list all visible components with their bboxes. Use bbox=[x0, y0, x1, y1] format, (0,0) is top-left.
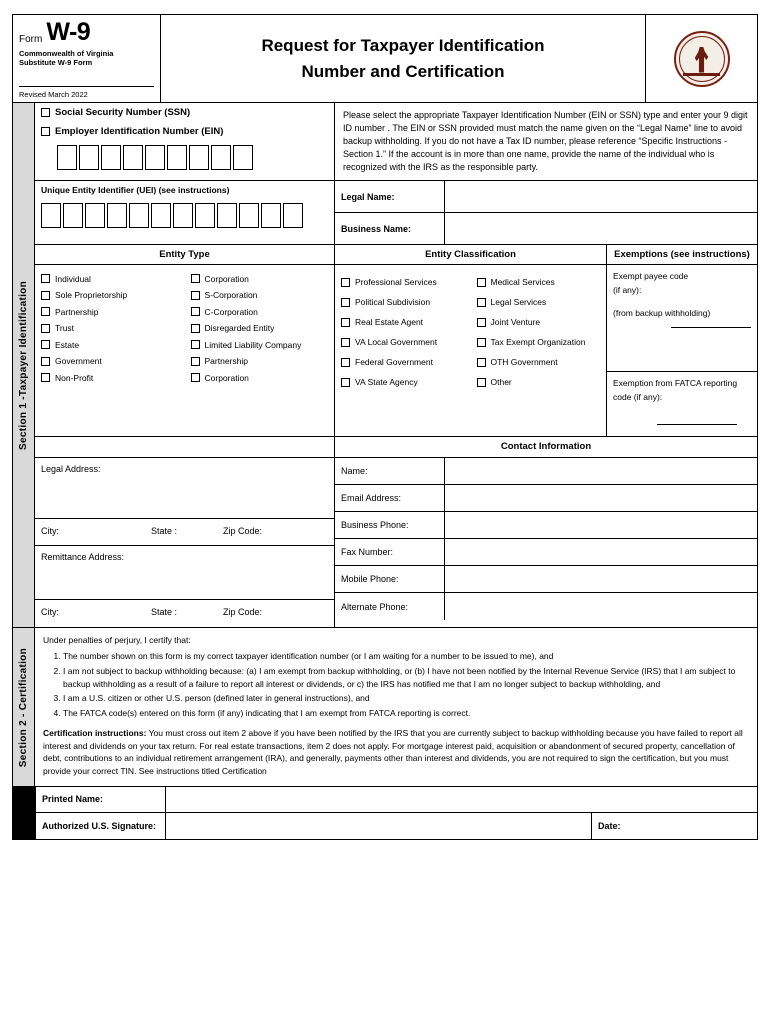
section1-tab bbox=[13, 103, 35, 627]
address-contact-block bbox=[35, 458, 757, 627]
certification-instructions bbox=[43, 727, 749, 778]
business-name-input[interactable] bbox=[445, 213, 757, 244]
contact-name-label: Name: bbox=[335, 458, 445, 484]
exempt-payee-label-1: Exempt payee code bbox=[613, 271, 689, 282]
exempt-payee-block bbox=[607, 265, 757, 372]
remittance-address-field[interactable] bbox=[35, 546, 334, 600]
form-identity-block bbox=[13, 15, 161, 102]
contact-header-row bbox=[35, 437, 757, 458]
entity-class-option[interactable] bbox=[341, 377, 471, 387]
state-label: State : bbox=[151, 526, 178, 537]
tin-digit-box[interactable] bbox=[211, 145, 231, 170]
checkbox[interactable] bbox=[341, 338, 350, 347]
business-phone-label: Business Phone: bbox=[335, 512, 445, 538]
checkbox[interactable] bbox=[191, 340, 200, 349]
entity-class-option[interactable] bbox=[341, 317, 471, 327]
signature-fields bbox=[35, 787, 757, 839]
uei-box[interactable] bbox=[107, 203, 127, 228]
entity-class-option[interactable] bbox=[477, 297, 607, 307]
section2-tab-label: Section 2 - Certification bbox=[18, 647, 29, 767]
option-label: Medical Services bbox=[490, 277, 555, 288]
option-label: Disregarded Entity bbox=[204, 323, 275, 334]
uei-box[interactable] bbox=[151, 203, 171, 228]
entity-type-option[interactable] bbox=[191, 290, 335, 300]
checkbox[interactable] bbox=[191, 357, 200, 366]
form-title-line2: Number and Certification bbox=[301, 61, 505, 81]
contact-field-row bbox=[335, 566, 757, 593]
tin-digit-box[interactable] bbox=[167, 145, 187, 170]
entity-type-option[interactable] bbox=[41, 290, 185, 300]
entity-type-list bbox=[35, 265, 335, 436]
uei-box[interactable] bbox=[239, 203, 259, 228]
seal-container bbox=[645, 15, 757, 102]
uei-box[interactable] bbox=[217, 203, 237, 228]
form-title-block bbox=[161, 15, 645, 102]
entity-type-option[interactable] bbox=[191, 373, 335, 383]
checkbox[interactable] bbox=[477, 338, 486, 347]
fax-number-input[interactable] bbox=[445, 539, 757, 565]
option-label: Limited Liability Company bbox=[204, 339, 302, 350]
contact-field-row bbox=[335, 512, 757, 539]
checkbox[interactable] bbox=[191, 324, 200, 333]
certification-instructions-text: You must cross out item 2 above if you have been notified by the IRS that you are currently subject to backup withholding because you have failed to report all interest and dividends on your tax return. For real estate transactions, item 2 does not apply. For mortgage interest paid, acquisition or abandonment of secured property, cancellation of debt, contributions to an individual retirement arrangement (IRA), and generally, payments other than interest and dividends, you are not required to sign the certification, but you must provide your correct TIN. See instructions titled Certification bbox=[43, 727, 743, 777]
uei-box[interactable] bbox=[261, 203, 281, 228]
entity-class-option[interactable] bbox=[341, 357, 471, 367]
printed-name-label: Printed Name: bbox=[36, 787, 166, 812]
option-label: VA Local Government bbox=[355, 337, 438, 348]
tin-digit-box[interactable] bbox=[57, 145, 77, 170]
checkbox[interactable] bbox=[341, 318, 350, 327]
entity-class-option[interactable] bbox=[477, 317, 607, 327]
contact-fields-block bbox=[335, 458, 757, 627]
printed-name-input[interactable] bbox=[166, 787, 757, 812]
ssn-label: Social Security Number (SSN) bbox=[55, 107, 191, 118]
remittance-address-label: Remittance Address: bbox=[41, 552, 125, 563]
entity-type-option[interactable] bbox=[191, 323, 335, 333]
section1-tab-label: Section 1 -Taxpayer Identification bbox=[18, 280, 29, 450]
tin-digit-box[interactable] bbox=[233, 145, 253, 170]
option-label: Political Subdivision bbox=[355, 297, 431, 308]
checkbox[interactable] bbox=[477, 378, 486, 387]
entity-type-header: Entity Type bbox=[35, 245, 335, 264]
mobile-phone-input[interactable] bbox=[445, 566, 757, 592]
option-label: Joint Venture bbox=[490, 317, 541, 328]
entity-classification-list bbox=[335, 265, 607, 436]
certification-item: 3. I am a U.S. citizen or other U.S. person (defined later in general instructions), and bbox=[63, 692, 749, 705]
exempt-payee-input-line[interactable] bbox=[671, 327, 751, 328]
ein-label: Employer Identification Number (EIN) bbox=[55, 126, 224, 137]
option-label: Professional Services bbox=[355, 277, 437, 288]
option-label: VA State Agency bbox=[355, 377, 418, 388]
fatca-label-2: code (if any): bbox=[613, 391, 663, 402]
option-label: Corporation bbox=[204, 372, 249, 383]
option-label: Partnership bbox=[204, 356, 248, 367]
fatca-block bbox=[607, 372, 757, 436]
section1-row bbox=[13, 103, 757, 627]
option-label: Tax Exempt Organization bbox=[490, 337, 586, 348]
form-title-line1: Request for Taxpayer Identification bbox=[261, 36, 545, 55]
business-phone-input[interactable] bbox=[445, 512, 757, 538]
checkbox[interactable] bbox=[341, 358, 350, 367]
contact-field-row bbox=[335, 593, 757, 620]
entity-type-option[interactable] bbox=[41, 323, 185, 333]
entity-type-option[interactable] bbox=[41, 373, 185, 383]
entity-headers bbox=[35, 245, 757, 265]
zip-label: Zip Code: bbox=[223, 607, 263, 618]
checkbox[interactable] bbox=[191, 373, 200, 382]
signature-row bbox=[35, 813, 757, 839]
checkbox[interactable] bbox=[191, 307, 200, 316]
entity-type-option[interactable] bbox=[41, 274, 185, 284]
checkbox[interactable] bbox=[341, 378, 350, 387]
uei-box[interactable] bbox=[63, 203, 83, 228]
option-label: Trust bbox=[55, 323, 75, 334]
authorized-signature-input[interactable] bbox=[166, 813, 592, 839]
option-label: Real Estate Agent bbox=[355, 317, 424, 328]
option-label: S-Corporation bbox=[204, 290, 258, 301]
contact-header-spacer bbox=[35, 437, 335, 457]
form-word: Form bbox=[19, 34, 43, 45]
certification-item: 2. I am not subject to backup withholding because: (a) I am exempt from backup withholding, or (b) I have not been notified by the Internal Revenue Service (IRS) that I am subject to backup withholding as a result of a failure to report all interest or dividends, or c) the IRS has notified me that I am no longer subject to backup withholding, and bbox=[63, 665, 749, 691]
remittance-city-row[interactable] bbox=[35, 600, 334, 627]
virginia-state-seal-icon bbox=[674, 31, 730, 87]
contact-field-row bbox=[335, 485, 757, 512]
option-label: Estate bbox=[55, 339, 80, 350]
option-label: Individual bbox=[55, 273, 91, 284]
section2-tab bbox=[13, 628, 35, 786]
checkbox[interactable] bbox=[41, 324, 50, 333]
alternate-phone-input[interactable] bbox=[445, 593, 757, 620]
zip-label: Zip Code: bbox=[223, 526, 263, 537]
legal-address-field[interactable] bbox=[35, 458, 334, 519]
checkbox[interactable] bbox=[41, 274, 50, 283]
certification-intro: Under penalties of perjury, I certify that: bbox=[43, 635, 191, 646]
contact-field-row bbox=[335, 458, 757, 485]
printed-name-row bbox=[35, 787, 757, 813]
signature-black-bar bbox=[13, 787, 35, 839]
email-address-label: Email Address: bbox=[335, 485, 445, 511]
contact-name-input[interactable] bbox=[445, 458, 757, 484]
option-label: Legal Services bbox=[490, 297, 547, 308]
checkbox[interactable] bbox=[41, 357, 50, 366]
entity-classification-header: Entity Classification bbox=[335, 245, 607, 264]
checkbox[interactable] bbox=[191, 291, 200, 300]
certification-item: 1. The number shown on this form is my correct taxpayer identification number (or I am waiting for a number to be issued to me), and bbox=[63, 650, 749, 663]
option-label: Federal Government bbox=[355, 357, 433, 368]
option-label: Corporation bbox=[204, 273, 249, 284]
signature-block bbox=[13, 786, 757, 839]
fax-number-label: Fax Number: bbox=[335, 539, 445, 565]
authorized-signature-label: Authorized U.S. Signature: bbox=[36, 813, 166, 839]
legal-name-row bbox=[335, 181, 757, 213]
city-label: City: bbox=[41, 526, 59, 537]
uei-label: Unique Entity Identifier (UEI) (see instructions) bbox=[41, 185, 230, 196]
option-label: Partnership bbox=[55, 306, 99, 317]
entity-type-col1 bbox=[35, 265, 185, 391]
entity-class-col1 bbox=[335, 265, 471, 399]
section1-content bbox=[35, 103, 757, 627]
commonwealth-label: Commonwealth of Virginia bbox=[19, 49, 114, 58]
business-name-label: Business Name: bbox=[335, 213, 445, 244]
entity-class-option[interactable] bbox=[477, 337, 607, 347]
uei-box[interactable] bbox=[85, 203, 105, 228]
checkbox[interactable] bbox=[477, 318, 486, 327]
checkbox[interactable] bbox=[41, 291, 50, 300]
checkbox[interactable] bbox=[41, 307, 50, 316]
checkbox[interactable] bbox=[477, 298, 486, 307]
exempt-payee-label-2: (if any): bbox=[613, 284, 642, 295]
certification-item: 4. The FATCA code(s) entered on this form (if any) indicating that I am exempt from FATCA reporting is correct. bbox=[63, 707, 749, 720]
fatca-label-1: Exemption from FATCA reporting bbox=[613, 378, 738, 389]
tin-digit-box[interactable] bbox=[189, 145, 209, 170]
checkbox[interactable] bbox=[477, 358, 486, 367]
name-fields bbox=[335, 181, 757, 244]
email-address-input[interactable] bbox=[445, 485, 757, 511]
entity-class-option[interactable] bbox=[477, 377, 607, 387]
ein-checkbox-row[interactable] bbox=[41, 126, 328, 137]
uei-box[interactable] bbox=[173, 203, 193, 228]
option-label: Sole Proprietorship bbox=[55, 290, 128, 301]
form-header bbox=[13, 15, 757, 103]
tin-digit-box[interactable] bbox=[145, 145, 165, 170]
substitute-label: Substitute W-9 Form bbox=[19, 58, 93, 68]
date-label[interactable]: Date: bbox=[598, 820, 621, 831]
w9-form bbox=[12, 14, 758, 840]
ein-checkbox[interactable] bbox=[41, 127, 50, 136]
legal-address-label: Legal Address: bbox=[41, 464, 101, 475]
tin-selector bbox=[35, 103, 335, 180]
checkbox[interactable] bbox=[341, 278, 350, 287]
tin-digit-box[interactable] bbox=[101, 145, 121, 170]
exemptions-header: Exemptions (see instructions) bbox=[614, 249, 750, 261]
tin-digit-box[interactable] bbox=[123, 145, 143, 170]
contact-field-row bbox=[335, 539, 757, 566]
legal-name-input[interactable] bbox=[445, 181, 757, 212]
tin-block bbox=[35, 103, 757, 181]
entity-class-option[interactable] bbox=[341, 297, 471, 307]
uei-boxes[interactable] bbox=[41, 203, 334, 228]
fatca-input-line[interactable] bbox=[657, 424, 737, 425]
tin-digit-box[interactable] bbox=[79, 145, 99, 170]
certification-text bbox=[35, 628, 757, 786]
entity-body bbox=[35, 265, 757, 437]
uei-box[interactable] bbox=[129, 203, 149, 228]
checkbox[interactable] bbox=[41, 373, 50, 382]
entity-type-col2 bbox=[185, 265, 335, 391]
section2-row bbox=[13, 627, 757, 786]
entity-class-option[interactable] bbox=[477, 357, 607, 367]
form-number: W-9 bbox=[46, 18, 91, 46]
entity-class-option[interactable] bbox=[477, 277, 607, 287]
tin-digit-boxes[interactable] bbox=[57, 145, 334, 170]
ssn-checkbox-row[interactable] bbox=[41, 107, 328, 118]
uei-box[interactable] bbox=[41, 203, 61, 228]
entity-class-option[interactable] bbox=[341, 277, 471, 287]
entity-class-option[interactable] bbox=[341, 337, 471, 347]
uei-box[interactable] bbox=[283, 203, 303, 228]
uei-block bbox=[35, 181, 335, 244]
option-label: Non-Profit bbox=[55, 372, 94, 383]
business-name-row bbox=[335, 213, 757, 244]
revised-date: Revised March 2022 bbox=[19, 86, 154, 99]
legal-city-row[interactable] bbox=[35, 519, 334, 546]
exempt-payee-label-3: (from backup withholding) bbox=[613, 308, 711, 319]
uei-name-block bbox=[35, 181, 757, 245]
entity-type-option[interactable] bbox=[191, 340, 335, 350]
checkbox[interactable] bbox=[41, 340, 50, 349]
entity-type-option[interactable] bbox=[41, 340, 185, 350]
entity-type-option[interactable] bbox=[191, 274, 335, 284]
option-label: Other bbox=[490, 377, 512, 388]
ssn-checkbox[interactable] bbox=[41, 108, 50, 117]
uei-box[interactable] bbox=[195, 203, 215, 228]
exemptions-block bbox=[607, 265, 757, 436]
city-label: City: bbox=[41, 607, 59, 618]
state-label: State : bbox=[151, 607, 178, 618]
contact-header: Contact Information bbox=[500, 441, 592, 453]
entity-type-option[interactable] bbox=[191, 356, 335, 366]
certification-instructions-label: Certification instructions: bbox=[43, 727, 147, 738]
option-label: Government bbox=[55, 356, 102, 367]
address-block bbox=[35, 458, 335, 627]
entity-class-col2 bbox=[471, 265, 607, 399]
checkbox[interactable] bbox=[341, 298, 350, 307]
checkbox[interactable] bbox=[477, 278, 486, 287]
mobile-phone-label: Mobile Phone: bbox=[335, 566, 445, 592]
checkbox[interactable] bbox=[191, 274, 200, 283]
option-label: OTH Government bbox=[490, 357, 558, 368]
entity-type-option[interactable] bbox=[41, 356, 185, 366]
certification-list bbox=[43, 650, 749, 720]
legal-name-label: Legal Name: bbox=[335, 181, 445, 212]
alternate-phone-label: Alternate Phone: bbox=[335, 593, 445, 620]
option-label: C-Corporation bbox=[204, 306, 258, 317]
entity-type-option[interactable] bbox=[191, 307, 335, 317]
tin-instructions: Please select the appropriate Taxpayer Identification Number (EIN or SSN) type and enter your 9 digit ID number . The EIN or SSN provided must match the name given on the “Legal Name” line to avoid backup withholding. If you do not have a Tax ID number, please reference “Specific Instructions - Section 1.” If the account is in more than one name, provide the name of the individual who is recognized with the IRS as the responsible party. bbox=[343, 110, 748, 173]
entity-type-option[interactable] bbox=[41, 307, 185, 317]
